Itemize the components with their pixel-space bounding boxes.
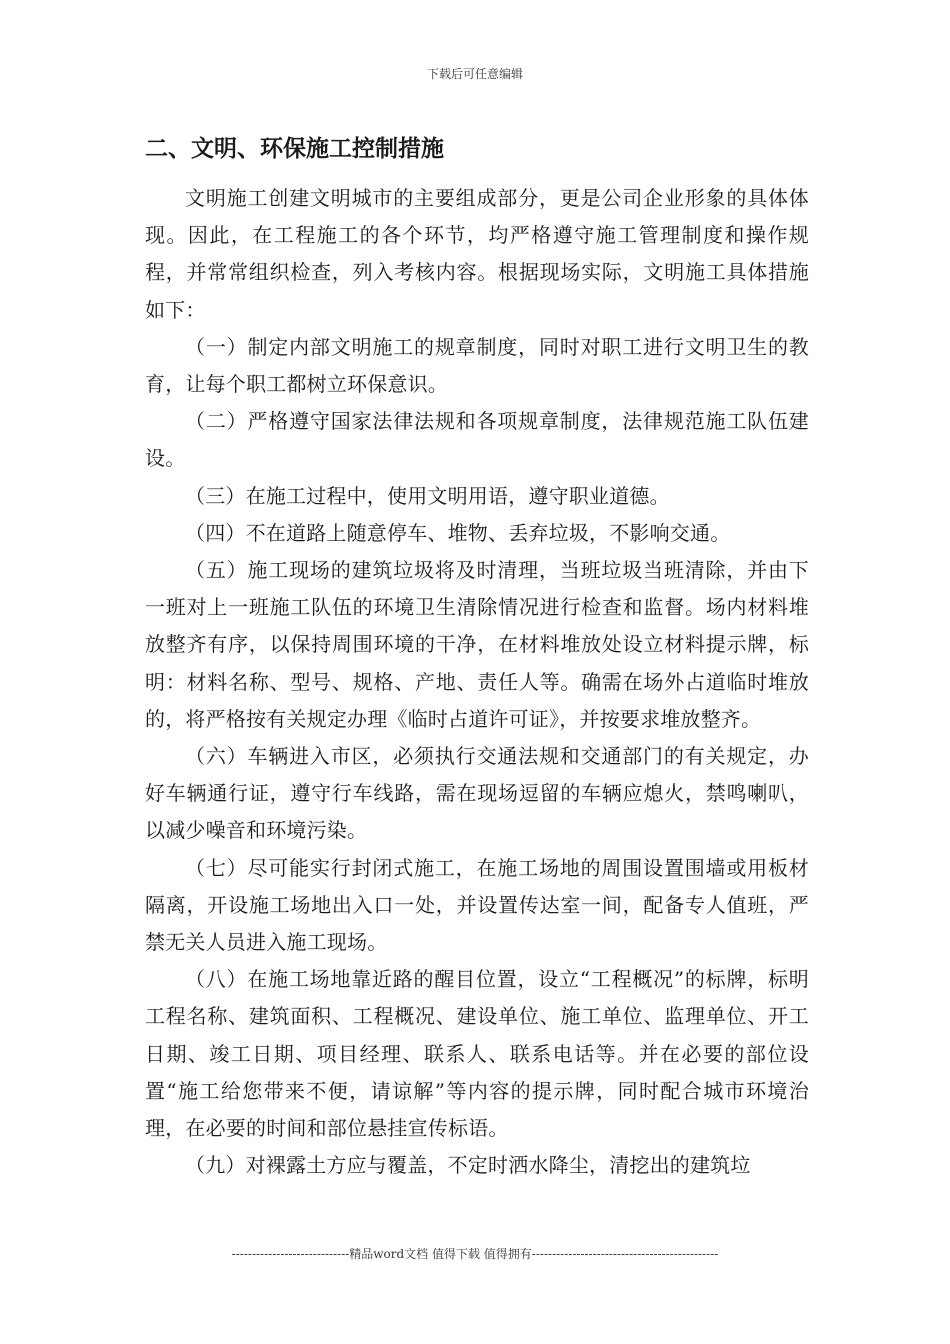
footer-note: -----------------------------精品word文档 值得下载 值得拥有---------------------------------------------- xyxy=(231,1247,719,1261)
paragraph-item-9: （九）对裸露土方应与覆盖，不定时洒水降尘，清挖出的建筑垃 xyxy=(185,1153,751,1178)
paragraph-item-2: （二）严格遵守国家法律法规和各项规章制度，法律规范施工队伍建设。 xyxy=(145,409,809,471)
paragraph-item-3: （三）在施工过程中，使用文明用语，遵守职业道德。 xyxy=(185,483,670,508)
section-title: 二、文明、环保施工控制措施 xyxy=(145,136,444,162)
header-note: 下载后可任意编辑 xyxy=(426,67,523,81)
paragraph-intro: 文明施工创建文明城市的主要组成部分，更是公司企业形象的具体体现。因此，在工程施工的各个环节，均严格遵守施工管理制度和操作规程，并常常组织检查，列入考核内容。根据现场实际，文明施工具体措施如下： xyxy=(145,186,809,322)
paragraph-item-4: （四）不在道路上随意停车、堆物、丢弃垃圾，不影响交通。 xyxy=(185,520,731,545)
paragraph-item-7: （七）尽可能实行封闭式施工，在施工场地的周围设置围墙或用板材隔离，开设施工场地出入口一处，并设置传达室一间，配备专人值班，严禁无关人员进入施工现场。 xyxy=(145,855,809,955)
paragraph-item-6: （六）车辆进入市区，必须执行交通法规和交通部门的有关规定，办好车辆通行证，遵守行车线路，需在现场逗留的车辆应熄火，禁鸣喇叭，以减少噪音和环境污染。 xyxy=(145,744,809,843)
paragraph-item-5: （五）施工现场的建筑垃圾将及时清理，当班垃圾当班清除，并由下一班对上一班施工队伍的环境卫生清除情况进行检查和监督。场内材料堆放整齐有序，以保持周围环境的干净，在材料堆放处设立材料提示牌，标明：材料名称、型号、规格、产地、责任人等。确需在场外占道临时堆放的，将严格按有关规定办理《临时占道许可证》，并按要求堆放整齐。 xyxy=(145,558,809,731)
paragraph-item-8: （八）在施工场地靠近路的醒目位置，设立“工程概况”的标牌，标明工程名称、建筑面积、工程概况、建设单位、施工单位、监理单位、开工日期、竣工日期、项目经理、联系人、联系电话等。并在必要的部位设置“施工给您带来不便，请谅解”等内容的提示牌，同时配合城市环境治理，在必要的时间和部位悬挂宣传标语。 xyxy=(145,967,809,1141)
document-body xyxy=(145,180,809,1184)
paragraph-item-1: （一）制定内部文明施工的规章制度，同时对职工进行文明卫生的教育，让每个职工都树立环保意识。 xyxy=(145,334,809,397)
